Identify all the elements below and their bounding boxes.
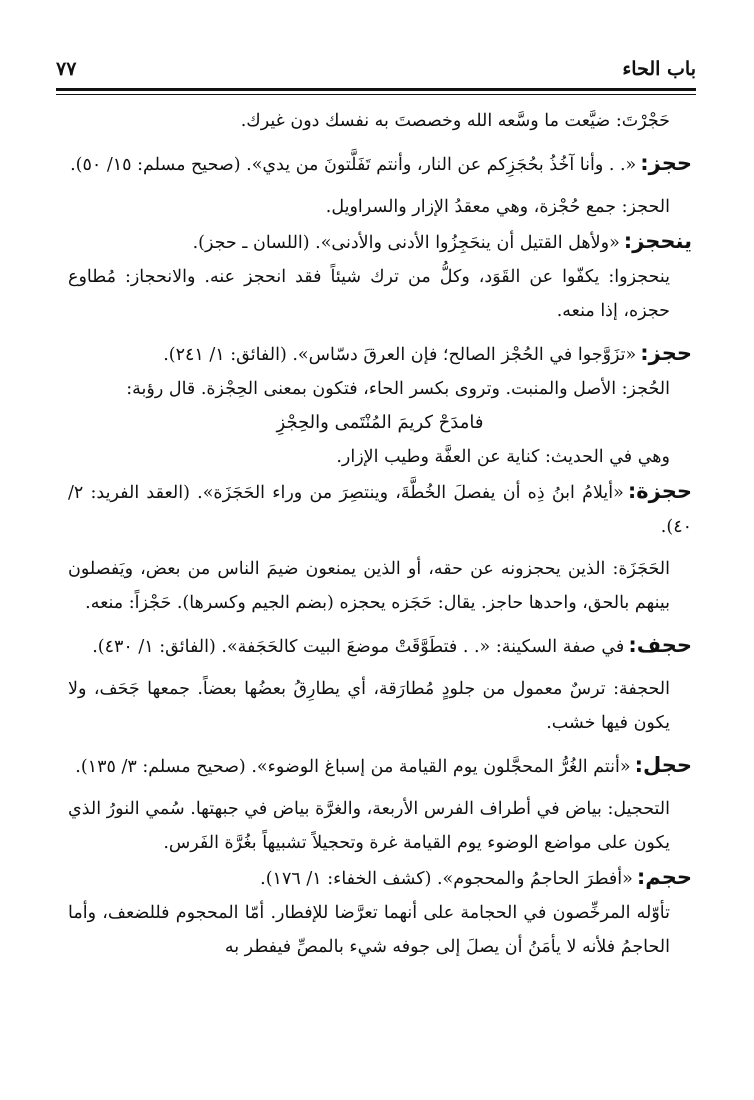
hadith-entry	[68, 474, 692, 544]
page-body	[68, 104, 692, 964]
entry-headword: حجزة:	[627, 479, 692, 503]
hadith-entry	[68, 336, 692, 372]
hadith-entry	[68, 224, 692, 260]
entry-text: «. . وأنا آخُذُ بحُجَزِكم عن النار، وأنتم تَفَلَّتونَ من يدي». (صحيح مسلم: ١٥/ ٥٠).	[70, 155, 637, 175]
hadith-entry	[68, 146, 692, 182]
header-rule-thin	[56, 94, 696, 95]
hadith-entry	[68, 628, 692, 664]
entry-headword: حجم:	[636, 865, 692, 889]
paragraph: الحُجز: الأصل والمنبت. وتروى بكسر الحاء، فتكون بمعنى الحِجْزة. قال رؤبة:	[126, 379, 670, 399]
entry-text: «تزَوَّجوا في الحُجْز الصالح؛ فإن العرقَ دسّاس». (الفائق: ١/ ٢٤١).	[163, 345, 637, 365]
chapter-title: باب الحاء	[622, 58, 696, 80]
page-number: ٧٧	[56, 58, 77, 80]
page-header	[56, 56, 696, 86]
paragraph: حَجْرْتَ: ضيَّعت ما وسَّعه الله وخصصتَ به نفسك دون غيرك.	[240, 111, 670, 131]
entry-headword: ينحجز:	[623, 229, 692, 253]
hadith-entry	[68, 748, 692, 784]
paragraph: الحَجَزَة: الذين يحجزونه عن حقه، أو الذين يمنعون ضيمَ الناس من بعض، ويَفصلون بينهم بالحق، واحدها حاجز. يقال: حَجَزه يحجزه (بضم الجيم وكسرها). حَجْزاً: منعه.	[68, 559, 670, 613]
entry-headword: حجز:	[640, 341, 692, 365]
entry-text: «ولأهل القتيل أن ينحَجِزُوا الأدنى والأدنى». (اللسان ـ حجز).	[192, 233, 620, 253]
header-rule-thick	[56, 88, 696, 91]
hadith-entry	[68, 860, 692, 896]
entry-text: «أنتم الغُرُّ المحجَّلون يوم القيامة من إسباغ الوضوء». (صحيح مسلم: ٣/ ١٣٥).	[75, 757, 631, 777]
paragraph: التحجيل: بياض في أطراف الفرس الأربعة، والغرَّة بياض في جبهتها. سُمي النورُ الذي يكون على مواضع الوضوء يوم القيامة غرة وتحجيلاً تشبيهاً بغُرَّة الفَرس.	[68, 799, 670, 853]
paragraph: الحجز: جمع حُجْزة، وهي معقدُ الإزار والسراويل.	[325, 197, 670, 217]
entry-headword: حجل:	[634, 753, 692, 777]
verse-line: فامدَحْ كريمَ المُنْتَمى والحِجْزِ	[276, 412, 484, 433]
paragraph: تأوّله المرخِّصون في الحجامة على أنهما تعرَّضا للإفطار. أمّا المحجوم فللضعف، وأما الحاجمُ فلأنه لا يأمَنُ أن يصلَ إلى جوفه شيء بالمصِّ فيفطر به	[68, 903, 670, 957]
paragraph: ينحجزوا: يكفّوا عن القَوَد، وكلُّ من ترك شيئاً فقد انحجز عنه. والانحجاز: مُطاوع حجزه، إذا منعه.	[68, 267, 670, 321]
paragraph: وهي في الحديث: كناية عن العفَّة وطيب الإزار.	[336, 447, 670, 467]
entry-headword: حجز:	[640, 151, 692, 175]
paragraph: الحجفة: ترسٌ معمول من جلودٍ مُطارَقة، أي يطارِقُ بعضُها بعضاً. جمعها جَحَف، ولا يكون فيها خشب.	[68, 679, 670, 733]
entry-text: في صفة السكينة: «. . فتطَوَّقَتْ موضعَ البيت كالحَجَفة». (الفائق: ١/ ٤٣٠).	[92, 637, 625, 657]
entry-text: «أيلامُ ابنُ ذِه أن يفصلَ الخُطَّةَ، وينتصِرَ من وراء الحَجَزَة». (العقد الفريد: ٢/ ٤٠).	[68, 483, 692, 537]
entry-headword: حجف:	[628, 633, 692, 657]
entry-text: «أفطرَ الحاجمُ والمحجوم». (كشف الخفاء: ١/ ١٧٦).	[260, 869, 633, 889]
